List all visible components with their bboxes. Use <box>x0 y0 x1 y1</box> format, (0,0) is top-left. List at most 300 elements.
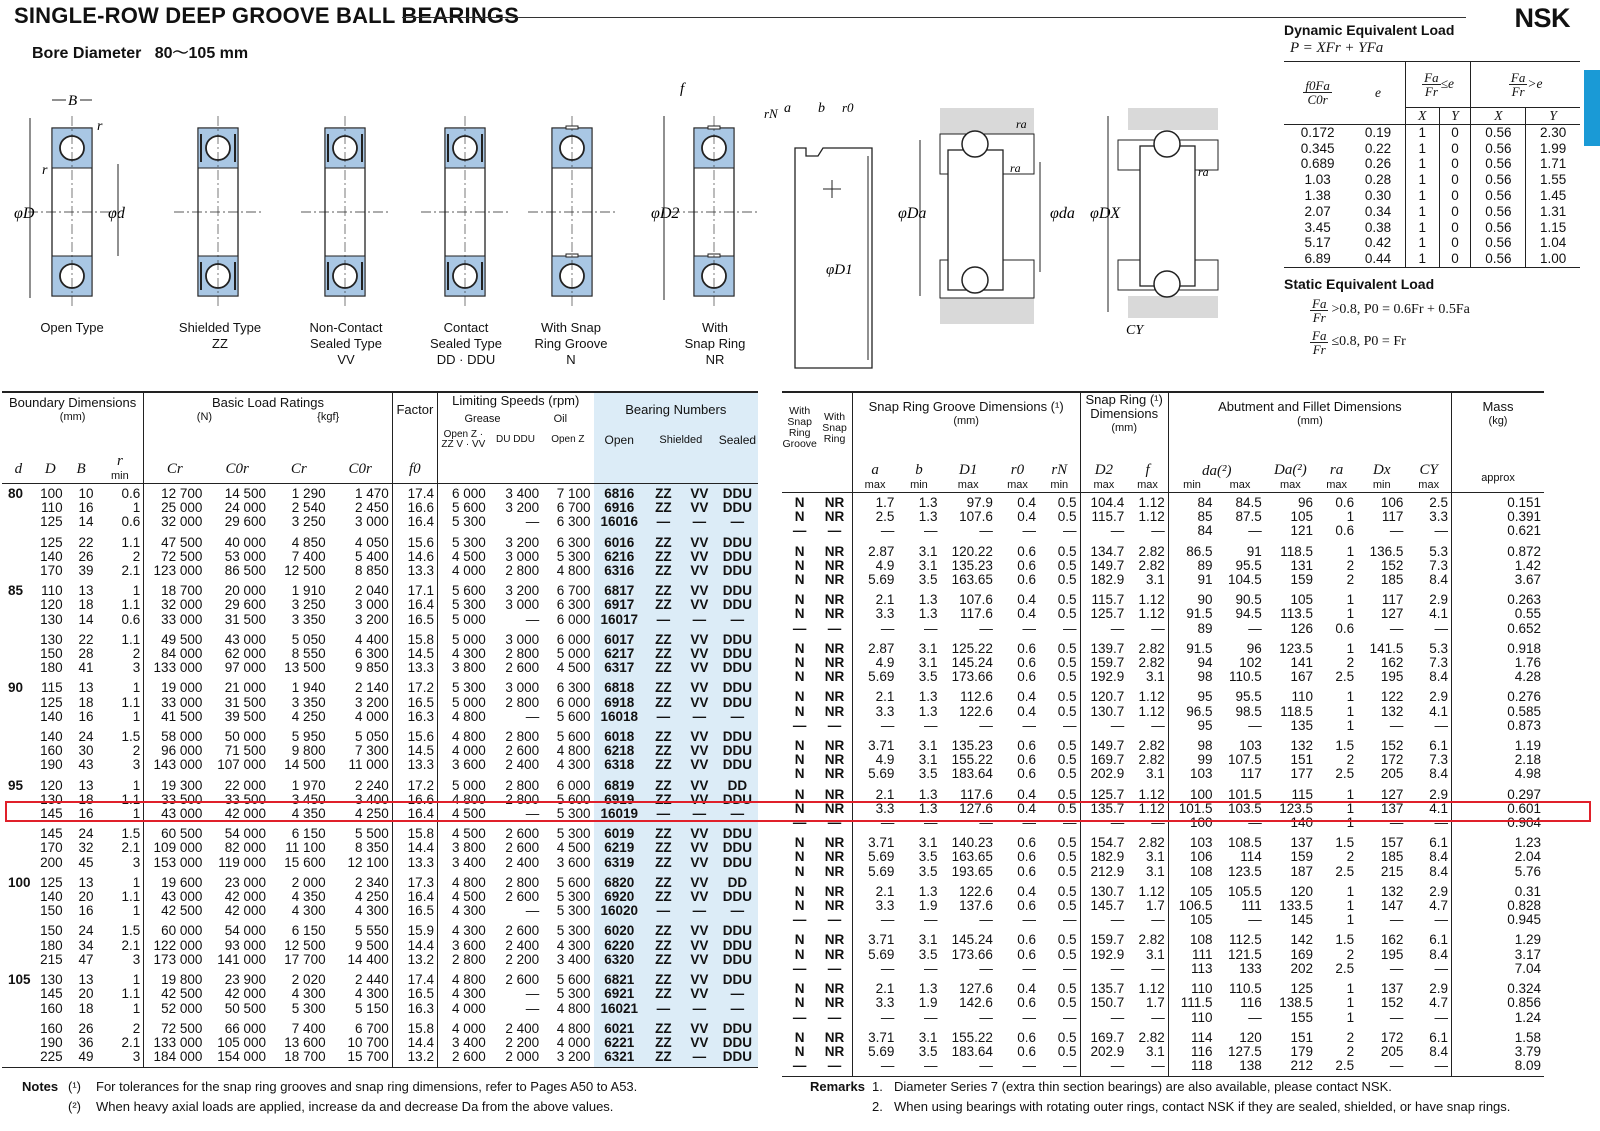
table-cell: 122 000 <box>144 939 206 953</box>
table-cell: ZZ <box>645 598 682 612</box>
table-cell: 3 <box>96 1050 143 1068</box>
table-cell: 89 <box>1168 559 1215 573</box>
table-cell: 2.9 <box>1429 883 1449 899</box>
table-cell: 6016 <box>594 533 645 550</box>
table-cell: 6017 <box>594 630 645 647</box>
table-row <box>2 550 758 564</box>
row-group <box>782 833 1544 882</box>
table-cell: 105 <box>1168 913 1215 930</box>
table-cell: — <box>1151 960 1165 976</box>
table-cell: 86 500 <box>224 563 267 579</box>
table-cell: 98 <box>1168 670 1215 687</box>
table-cell: 154.7 <box>1080 833 1127 850</box>
table-cell: 212 <box>1265 1059 1316 1077</box>
table-cell: 6 150 <box>291 826 326 842</box>
table-cell: 104.5 <box>1227 572 1262 588</box>
table-cell: ZZ <box>645 581 682 598</box>
label-f: f <box>680 81 685 97</box>
table-cell: 117.6 <box>960 786 993 802</box>
table-cell: 2 <box>1346 1043 1355 1059</box>
table-cell: — <box>1248 815 1262 831</box>
table-cell: 131 <box>1290 557 1314 573</box>
table-cell: 136.5 <box>1369 543 1404 559</box>
table-row <box>2 647 758 661</box>
table-row <box>782 687 1544 704</box>
table-cell: 1.12 <box>1138 981 1165 997</box>
table-cell: 116 <box>1168 1045 1215 1059</box>
sub-B: B <box>66 454 97 484</box>
table-row <box>782 753 1544 767</box>
table-cell: 1 <box>132 583 141 599</box>
table-row <box>2 758 758 775</box>
col-gt-e: $\frac{Fa}{Fr}$ >e <box>1471 62 1580 108</box>
table-cell: 2.5 <box>1335 960 1355 976</box>
table-cell: VV <box>682 647 717 661</box>
table-cell: — <box>717 515 758 532</box>
table-cell: 125 <box>40 694 63 710</box>
table-cell: 5 600 <box>556 708 591 724</box>
table-cell: VV <box>682 970 717 987</box>
table-cell: NR <box>824 703 845 719</box>
table-cell: — <box>1080 622 1127 639</box>
table-cell: 4 300 <box>437 987 488 1001</box>
table-cell: 0.6 <box>1017 640 1036 656</box>
dynamic-load-row <box>1284 235 1580 251</box>
dynamic-load-row <box>1284 188 1580 204</box>
table-cell: 3.1 <box>918 543 938 559</box>
table-cell: — <box>792 815 807 831</box>
table-cell: 0.5 <box>1057 495 1077 510</box>
table-row <box>782 656 1544 670</box>
table-cell: 15 700 <box>329 1050 393 1068</box>
table-cell: 0.6 <box>1017 898 1036 914</box>
table-cell: 2 <box>132 743 141 759</box>
dynamic-load-row <box>1284 124 1580 140</box>
table-cell: 103 <box>1168 833 1215 850</box>
bore-label: Bore Diameter <box>32 45 142 62</box>
table-cell: 150 <box>40 646 63 662</box>
table-cell: 163.65 <box>951 572 993 588</box>
table-cell: 1.24 <box>1452 1011 1544 1028</box>
table-cell: 212.9 <box>1080 865 1127 882</box>
table-cell: 5 550 <box>354 923 389 939</box>
col-y1: Y <box>1439 108 1471 125</box>
table-cell: 91 <box>1246 543 1262 559</box>
table-cell: 1.76 <box>1452 656 1544 670</box>
table-cell: 2 800 <box>505 874 540 890</box>
highlight-row-6019 <box>5 801 1591 822</box>
label-a: a <box>784 101 791 116</box>
dynamic-load-rows <box>1284 124 1580 267</box>
table-cell: 3.1 <box>918 752 938 768</box>
table-cell: 5 600 <box>556 874 591 890</box>
table-cell: 3.1 <box>1146 669 1165 685</box>
table-row <box>2 1002 758 1019</box>
table-cell: 110 <box>41 583 63 599</box>
table-cell: 137 <box>1290 835 1314 851</box>
table-cell: 17.1 <box>392 581 437 598</box>
table-cell: 5.69 <box>852 850 897 864</box>
dynamic-load-cell: 1 <box>1405 156 1439 172</box>
table-cell: 3.3 <box>852 607 897 621</box>
table-cell: — <box>1063 960 1077 976</box>
table-cell: 2 <box>132 1020 141 1036</box>
dynamic-load-cell: 0.56 <box>1471 204 1526 220</box>
table-cell <box>2 598 35 612</box>
table-cell: 4 300 <box>437 647 488 661</box>
table-cell: 6 700 <box>556 583 591 599</box>
table-cell: 192.9 <box>1080 948 1127 962</box>
table-cell: 3 000 <box>505 631 540 647</box>
table-cell: 7.04 <box>1452 962 1544 979</box>
table-cell: 1.58 <box>1452 1028 1544 1045</box>
table-cell: DDU <box>717 564 758 581</box>
table-cell: — <box>852 719 897 736</box>
table-cell: 1.3 <box>918 592 938 608</box>
table-cell: VV <box>682 793 717 807</box>
table-cell: — <box>1022 815 1036 831</box>
table-cell: 126 <box>1290 620 1314 636</box>
table-cell: 2.1 <box>852 979 897 996</box>
table-cell: 0.55 <box>1452 607 1544 621</box>
table-cell: N <box>794 640 805 656</box>
table-cell <box>2 856 35 873</box>
table-cell: 117 <box>1381 509 1404 525</box>
table-cell: 89 <box>1168 622 1215 639</box>
table-cell: 133 <box>1239 960 1262 976</box>
bearing-view <box>174 116 262 308</box>
table-row <box>2 744 758 758</box>
table-cell: 5 600 <box>556 729 591 745</box>
table-cell: N <box>794 752 805 768</box>
table-cell: 95.5 <box>1235 689 1262 705</box>
table-cell: 10 700 <box>347 1034 389 1050</box>
table-cell: 9 850 <box>354 660 389 676</box>
table-cell: 7 100 <box>556 486 591 501</box>
table-cell: 6318 <box>594 758 645 775</box>
dynamic-load-formula: P = XFr + YFa <box>1290 40 1384 56</box>
table-cell <box>2 953 35 970</box>
table-cell: 202.9 <box>1080 767 1127 784</box>
dynamic-load-cell: 0 <box>1439 141 1471 157</box>
table-cell: 43 000 <box>224 631 267 647</box>
table-cell: — <box>525 806 540 822</box>
table-cell: DDU <box>717 824 758 841</box>
table-cell: 6 700 <box>354 1020 389 1036</box>
table-cell: 3.71 <box>852 736 897 753</box>
table-row <box>2 1036 758 1050</box>
table-cell: 2 <box>1346 572 1355 588</box>
table-cell: 6218 <box>594 744 645 758</box>
table-cell: 179 <box>1290 1043 1314 1059</box>
table-cell: 3 200 <box>542 1050 593 1068</box>
table-cell: 0.5 <box>1057 995 1077 1011</box>
table-cell: — <box>792 912 807 928</box>
table-cell: — <box>717 613 758 630</box>
title-rule <box>402 17 1466 18</box>
table-cell: 4.98 <box>1452 767 1544 784</box>
table-cell: 4 300 <box>437 904 488 921</box>
sub-ra-max: ra max <box>1316 463 1357 493</box>
table-cell: 162 <box>1380 932 1404 948</box>
table-cell: 169 <box>1290 946 1314 962</box>
table-row <box>782 1059 1544 1077</box>
dynamic-load-cell: 0.42 <box>1364 235 1392 251</box>
table-cell: 14 <box>78 611 94 627</box>
table-cell: — <box>1151 523 1165 539</box>
table-cell: N <box>794 572 805 588</box>
table-cell: 0.4 <box>1017 703 1036 719</box>
table-cell: 71 500 <box>224 743 267 759</box>
table-cell: 90.5 <box>1235 592 1262 608</box>
table-cell: 0.6 <box>1017 849 1036 865</box>
table-cell: 19 000 <box>144 678 206 695</box>
table-row <box>782 996 1544 1010</box>
table-cell: 9 800 <box>291 743 326 759</box>
table-cell: 4 500 <box>437 807 488 824</box>
table-cell: — <box>1063 620 1077 636</box>
table-cell: 2 <box>1346 752 1355 768</box>
table-cell: ZZ <box>645 744 682 758</box>
table-cell: — <box>1080 1059 1127 1077</box>
table-cell: DD <box>717 776 758 793</box>
table-cell: 0.5 <box>1057 606 1077 622</box>
table-cell: 18 700 <box>144 581 206 598</box>
table-cell: 145 <box>40 826 63 842</box>
table-cell: 3.1 <box>918 932 938 948</box>
row-group <box>782 979 1544 1028</box>
table-cell: 2 <box>1346 946 1355 962</box>
table-cell: 29 600 <box>224 514 267 530</box>
table-cell: 3 400 <box>505 486 540 501</box>
table-cell: 21 000 <box>224 680 267 696</box>
table-row <box>782 930 1544 947</box>
remark-1: Remarks 1. Diameter Series 7 (extra thin section bearings) are also available, please contact NSK. <box>810 1079 1392 1094</box>
table-cell: 117 <box>1240 766 1262 782</box>
table-cell: 1 <box>1346 592 1355 608</box>
table-cell: 0.873 <box>1452 719 1544 736</box>
table-cell: 138 <box>1216 1059 1265 1077</box>
header-limiting-speeds: Limiting Speeds (rpm) Grease Oil <box>437 392 593 426</box>
table-cell: 0.945 <box>1452 913 1544 930</box>
sub-C0r-kgf: C0r <box>329 454 393 484</box>
table-cell <box>2 647 35 661</box>
table-cell: 5 000 <box>556 646 591 662</box>
table-cell: ZZ <box>645 564 682 581</box>
table-cell: 33 000 <box>144 696 206 710</box>
table-cell: N <box>794 766 805 782</box>
table-row <box>2 776 758 793</box>
table-cell: 33 500 <box>144 793 206 807</box>
row-group <box>2 630 758 679</box>
table-row <box>782 913 1544 930</box>
table-cell: 1.19 <box>1452 736 1544 753</box>
table-cell: 16.4 <box>392 598 437 612</box>
table-cell: — <box>1357 1059 1406 1077</box>
sub-r-min: r min <box>96 454 143 484</box>
table-cell: 0.6 <box>1017 835 1036 851</box>
table-cell: 184 000 <box>144 1050 206 1068</box>
table-cell: N <box>794 1029 805 1045</box>
table-cell: NR <box>824 1029 845 1045</box>
table-cell: 4 500 <box>437 550 488 564</box>
table-cell: 96 000 <box>144 744 206 758</box>
row-group <box>782 687 1544 736</box>
table-cell: 16.5 <box>392 696 437 710</box>
table-cell: 125 <box>40 514 63 530</box>
table-cell: — <box>682 807 717 824</box>
table-cell: 205 <box>1380 766 1404 782</box>
table-row <box>782 719 1544 736</box>
table-cell: — <box>1022 620 1036 636</box>
table-cell: 0.856 <box>1452 996 1544 1010</box>
table-cell: 190 <box>40 757 63 773</box>
table-cell: 118.5 <box>1280 543 1314 559</box>
table-cell: 0.904 <box>1452 816 1544 833</box>
table-cell: 3.1 <box>918 557 938 573</box>
sub-Da-max: Da(²) max <box>1265 463 1316 493</box>
table-cell: 13 <box>78 680 94 696</box>
table-cell: 3 250 <box>291 597 326 613</box>
table-cell: 120 <box>1290 883 1314 899</box>
table-cell: 132 <box>1380 703 1404 719</box>
table-cell: 1 <box>1346 786 1355 802</box>
table-cell: 1 940 <box>291 680 326 696</box>
table-cell: 125.7 <box>1080 785 1127 802</box>
table-cell: 105 <box>1290 592 1314 608</box>
table-cell: NR <box>824 592 845 608</box>
table-cell: 5 050 <box>291 631 326 647</box>
table-cell: 0.5 <box>1057 786 1077 802</box>
table-cell: 159.7 <box>1080 930 1127 947</box>
table-cell: 97.9 <box>966 495 993 510</box>
table-cell: 167 <box>1290 669 1314 685</box>
table-cell: 17 700 <box>284 951 326 967</box>
table-cell: 108 <box>1168 930 1215 947</box>
table-cell: 2 <box>1346 655 1355 671</box>
table-cell: 0.585 <box>1452 705 1544 719</box>
row-group <box>2 824 758 873</box>
table-cell: — <box>1022 912 1036 928</box>
table-cell: 127.6 <box>959 981 993 997</box>
table-cell: 5 300 <box>437 678 488 695</box>
table-cell: NR <box>824 849 845 865</box>
table-cell <box>2 1036 35 1050</box>
table-cell: 145 <box>1290 912 1314 928</box>
table-row <box>782 524 1544 541</box>
table-cell: ZZ <box>645 873 682 890</box>
table-cell: 60 000 <box>144 921 206 938</box>
table-cell: — <box>645 613 682 630</box>
table-cell: 195 <box>1380 669 1404 685</box>
table-cell: 43 000 <box>144 890 206 904</box>
table-cell: 5 000 <box>437 776 488 793</box>
table-cell: 1 <box>132 903 141 919</box>
table-cell: N <box>794 835 805 851</box>
dynamic-load-cell: 2.30 <box>1526 124 1580 140</box>
table-cell: 155 <box>1290 1009 1314 1025</box>
table-cell: 5.3 <box>1429 543 1449 559</box>
table-cell: 8.4 <box>1429 1043 1449 1059</box>
table-cell: 6219 <box>594 841 645 855</box>
table-cell: 141 000 <box>217 951 267 967</box>
dynamic-load-cell: 0.56 <box>1471 188 1526 204</box>
table-cell: — <box>923 1009 938 1025</box>
label-phi-d: φd <box>108 205 125 222</box>
table-cell: — <box>717 1002 758 1019</box>
table-cell: 117.6 <box>960 606 993 622</box>
table-cell: ZZ <box>645 1036 682 1050</box>
dynamic-load-cell: 0.172 <box>1300 124 1335 140</box>
dynamic-load-cell: 0.56 <box>1471 141 1526 157</box>
dynamic-load-cell: 0.345 <box>1300 140 1335 156</box>
sub-approx: approx <box>1452 463 1544 493</box>
table-cell: 108 <box>1168 865 1215 882</box>
table-cell: 16 <box>78 903 94 919</box>
table-row <box>782 850 1544 864</box>
dynamic-load-cell: 0.56 <box>1471 251 1526 267</box>
table-cell: 0.4 <box>1017 509 1036 525</box>
table-cell: 1.3 <box>918 786 938 802</box>
table-cell: 95 <box>1168 719 1215 736</box>
table-cell: NR <box>824 689 845 705</box>
table-cell: 2.82 <box>1138 640 1165 656</box>
table-cell <box>2 841 35 855</box>
table-cell: 3.1 <box>918 640 938 656</box>
table-cell: 32 000 <box>144 515 206 532</box>
table-cell: 17.2 <box>392 678 437 695</box>
row-group <box>782 736 1544 785</box>
table-cell: 0.6 <box>1335 620 1355 636</box>
table-cell: 2 040 <box>354 583 389 599</box>
table-cell: 195 <box>1380 946 1404 962</box>
table-cell: 1.29 <box>1452 930 1544 947</box>
dynamic-load-cell: 1 <box>1405 251 1439 267</box>
table-cell: 31 500 <box>224 611 267 627</box>
table-cell: 5 600 <box>556 791 591 807</box>
table-cell: 3 200 <box>354 694 389 710</box>
table-cell: 4 800 <box>556 743 591 759</box>
table-cell: 1.12 <box>1138 606 1165 622</box>
table-cell: 140 <box>1290 815 1314 831</box>
table-cell: 6 150 <box>291 923 326 939</box>
table-cell: 4 000 <box>437 744 488 758</box>
table-cell: 0.4 <box>1017 786 1036 802</box>
table-cell: — <box>1151 815 1165 831</box>
table-cell: — <box>1434 960 1449 976</box>
table-cell: NR <box>824 883 845 899</box>
table-cell: 14.6 <box>392 550 437 564</box>
table-cell: 117 <box>1381 592 1404 608</box>
table-cell: 193.65 <box>951 863 993 879</box>
table-cell: 111.5 <box>1168 996 1215 1010</box>
table-cell: — <box>897 1059 940 1077</box>
table-cell: 6 300 <box>354 646 389 662</box>
header-bearing-numbers: Bearing Numbers <box>594 392 758 426</box>
sub-a-max: a max <box>852 463 897 493</box>
bearing-view <box>528 116 616 308</box>
table-cell: 6821 <box>594 970 645 987</box>
table-cell <box>2 939 35 953</box>
table-cell: 187 <box>1290 863 1314 879</box>
row-group <box>2 678 758 727</box>
table-cell: 159 <box>1290 849 1314 865</box>
table-cell: 1.3 <box>918 689 938 705</box>
table-cell: 127.5 <box>1227 1043 1262 1059</box>
table-cell <box>2 613 35 630</box>
table-cell: DDU <box>717 661 758 678</box>
table-cell: 3.1 <box>918 835 938 851</box>
